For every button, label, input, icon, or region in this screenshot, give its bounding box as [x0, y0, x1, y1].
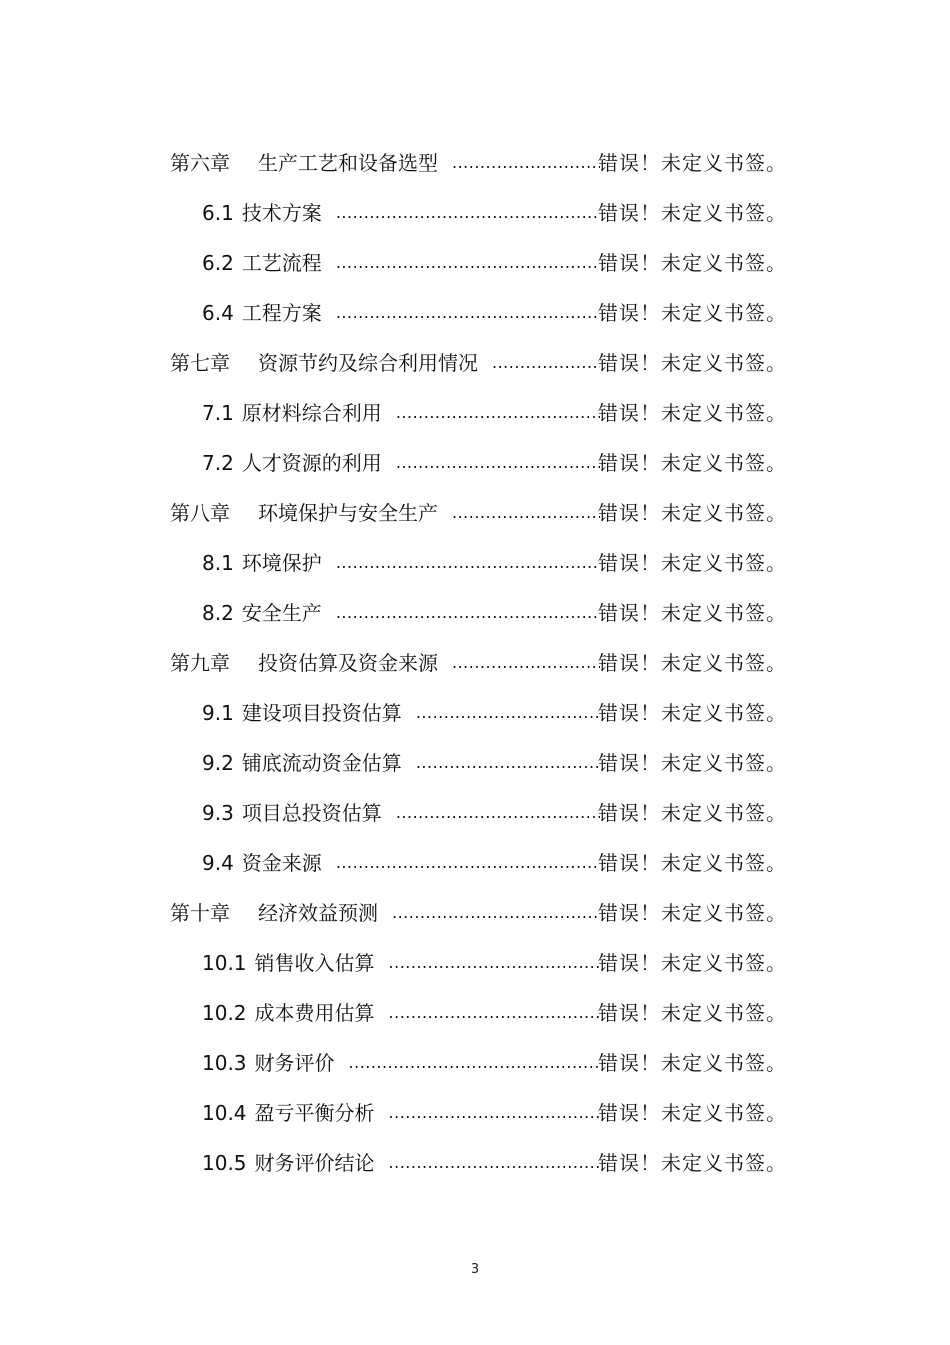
toc-page-reference: 错误！未定义书签。	[598, 751, 787, 775]
toc-page-reference: 错误！未定义书签。	[598, 601, 787, 625]
toc-dot-leader	[396, 438, 600, 488]
toc-entry-heading	[202, 288, 600, 338]
toc-dot-leader	[336, 538, 600, 588]
toc-chapter-entry[interactable]	[0, 638, 950, 688]
table-of-contents	[0, 138, 950, 1188]
toc-entry-heading	[170, 488, 600, 538]
toc-dot-leader	[336, 588, 600, 638]
toc-dot-leader	[396, 388, 600, 438]
toc-entry-heading	[202, 688, 600, 738]
toc-dot-leader	[349, 1038, 600, 1088]
toc-page-reference: 错误！未定义书签。	[598, 151, 787, 175]
toc-entry-title: 盈亏平衡分析	[254, 1101, 375, 1125]
toc-entry-title: 技术方案	[241, 201, 322, 225]
toc-dot-leader	[452, 638, 600, 688]
toc-section-entry[interactable]	[0, 738, 950, 788]
toc-entry-title: 铺底流动资金估算	[241, 751, 402, 775]
toc-entry-number: 第十章	[170, 901, 230, 925]
toc-entry-heading	[202, 438, 600, 488]
toc-entry-title: 生产工艺和设备选型	[258, 151, 438, 175]
toc-entry-title: 环境保护	[241, 551, 322, 575]
toc-entry-title: 财务评价	[254, 1051, 335, 1075]
toc-section-entry[interactable]	[0, 838, 950, 888]
toc-entry-number: 第七章	[170, 351, 230, 375]
toc-entry-title: 资源节约及综合利用情况	[258, 351, 478, 375]
toc-entry-heading	[202, 838, 600, 888]
toc-entry-title: 项目总投资估算	[241, 801, 382, 825]
toc-page-reference: 错误！未定义书签。	[598, 301, 787, 325]
toc-entry-heading	[202, 238, 600, 288]
toc-entry-heading	[202, 588, 600, 638]
toc-entry-number: 6.2	[202, 251, 234, 275]
toc-dot-leader	[336, 288, 600, 338]
toc-page-reference: 错误！未定义书签。	[598, 401, 787, 425]
toc-section-entry[interactable]	[0, 788, 950, 838]
toc-dot-leader	[336, 838, 600, 888]
toc-chapter-entry[interactable]	[0, 488, 950, 538]
toc-entry-title: 工程方案	[241, 301, 322, 325]
toc-section-entry[interactable]	[0, 188, 950, 238]
toc-dot-leader	[452, 138, 600, 188]
toc-entry-number: 9.4	[202, 851, 234, 875]
toc-entry-heading	[202, 388, 600, 438]
toc-dot-leader	[492, 338, 600, 388]
toc-dot-leader	[392, 888, 600, 938]
toc-section-entry[interactable]	[0, 988, 950, 1038]
toc-entry-number: 第九章	[170, 651, 230, 675]
toc-page-reference: 错误！未定义书签。	[598, 1001, 787, 1025]
toc-entry-number: 10.4	[202, 1101, 247, 1125]
toc-entry-number: 9.3	[202, 801, 234, 825]
toc-entry-heading	[202, 538, 600, 588]
toc-page-reference: 错误！未定义书签。	[598, 1051, 787, 1075]
toc-page-reference: 错误！未定义书签。	[598, 551, 787, 575]
page-number: 3	[470, 1262, 480, 1277]
toc-entry-number: 10.3	[202, 1051, 247, 1075]
toc-entry-title: 投资估算及资金来源	[258, 651, 438, 675]
toc-entry-heading	[170, 888, 600, 938]
toc-entry-heading	[202, 188, 600, 238]
toc-page-reference: 错误！未定义书签。	[598, 501, 787, 525]
toc-chapter-entry[interactable]	[0, 138, 950, 188]
toc-dot-leader	[389, 1138, 600, 1188]
toc-entry-title: 经济效益预测	[258, 901, 378, 925]
toc-entry-heading	[202, 1088, 600, 1138]
toc-entry-number: 10.2	[202, 1001, 247, 1025]
toc-entry-title: 财务评价结论	[254, 1151, 375, 1175]
toc-page-reference: 错误！未定义书签。	[598, 1101, 787, 1125]
toc-dot-leader	[396, 788, 600, 838]
toc-entry-number: 8.2	[202, 601, 234, 625]
toc-entry-title: 成本费用估算	[254, 1001, 375, 1025]
toc-dot-leader	[416, 738, 600, 788]
toc-page-reference: 错误！未定义书签。	[598, 651, 787, 675]
toc-entry-heading	[170, 638, 600, 688]
toc-entry-heading	[170, 138, 600, 188]
toc-entry-title: 资金来源	[241, 851, 322, 875]
toc-page-reference: 错误！未定义书签。	[598, 951, 787, 975]
toc-chapter-entry[interactable]	[0, 888, 950, 938]
toc-entry-title: 环境保护与安全生产	[258, 501, 438, 525]
toc-dot-leader	[336, 188, 600, 238]
toc-entry-number: 7.1	[202, 401, 234, 425]
toc-entry-heading	[202, 988, 600, 1038]
toc-page-reference: 错误！未定义书签。	[598, 801, 787, 825]
toc-section-entry[interactable]	[0, 1088, 950, 1138]
toc-entry-heading	[202, 788, 600, 838]
toc-entry-heading	[202, 1038, 600, 1088]
toc-entry-heading	[202, 738, 600, 788]
toc-section-entry[interactable]	[0, 238, 950, 288]
toc-section-entry[interactable]	[0, 1138, 950, 1188]
toc-dot-leader	[389, 938, 600, 988]
toc-entry-number: 10.1	[202, 951, 247, 975]
toc-entry-number: 9.2	[202, 751, 234, 775]
toc-page-reference: 错误！未定义书签。	[598, 251, 787, 275]
toc-chapter-entry[interactable]	[0, 338, 950, 388]
toc-section-entry[interactable]	[0, 1038, 950, 1088]
toc-entry-heading	[170, 338, 600, 388]
toc-entry-number: 6.1	[202, 201, 234, 225]
toc-dot-leader	[389, 1088, 600, 1138]
toc-entry-number: 第八章	[170, 501, 230, 525]
toc-dot-leader	[336, 238, 600, 288]
toc-entry-number: 第六章	[170, 151, 230, 175]
toc-page-reference: 错误！未定义书签。	[598, 1151, 787, 1175]
toc-entry-heading	[202, 938, 600, 988]
toc-page-reference: 错误！未定义书签。	[598, 201, 787, 225]
toc-entry-title: 销售收入估算	[254, 951, 375, 975]
toc-dot-leader	[389, 988, 600, 1038]
toc-section-entry[interactable]	[0, 388, 950, 438]
toc-section-entry[interactable]	[0, 688, 950, 738]
toc-entry-title: 原材料综合利用	[241, 401, 382, 425]
toc-entry-heading	[202, 1138, 600, 1188]
toc-section-entry[interactable]	[0, 288, 950, 338]
toc-section-entry[interactable]	[0, 938, 950, 988]
toc-entry-title: 建设项目投资估算	[241, 701, 402, 725]
toc-page-reference: 错误！未定义书签。	[598, 851, 787, 875]
toc-page-reference: 错误！未定义书签。	[598, 901, 787, 925]
toc-entry-title: 工艺流程	[241, 251, 322, 275]
toc-entry-number: 6.4	[202, 301, 234, 325]
toc-section-entry[interactable]	[0, 588, 950, 638]
toc-dot-leader	[416, 688, 600, 738]
toc-entry-number: 9.1	[202, 701, 234, 725]
toc-entry-number: 10.5	[202, 1151, 247, 1175]
toc-dot-leader	[452, 488, 600, 538]
toc-page-reference: 错误！未定义书签。	[598, 451, 787, 475]
toc-page-reference: 错误！未定义书签。	[598, 351, 787, 375]
toc-section-entry[interactable]	[0, 438, 950, 488]
toc-entry-title: 人才资源的利用	[241, 451, 382, 475]
toc-section-entry[interactable]	[0, 538, 950, 588]
toc-entry-number: 8.1	[202, 551, 234, 575]
toc-entry-title: 安全生产	[241, 601, 322, 625]
toc-page-reference: 错误！未定义书签。	[598, 701, 787, 725]
toc-entry-number: 7.2	[202, 451, 234, 475]
